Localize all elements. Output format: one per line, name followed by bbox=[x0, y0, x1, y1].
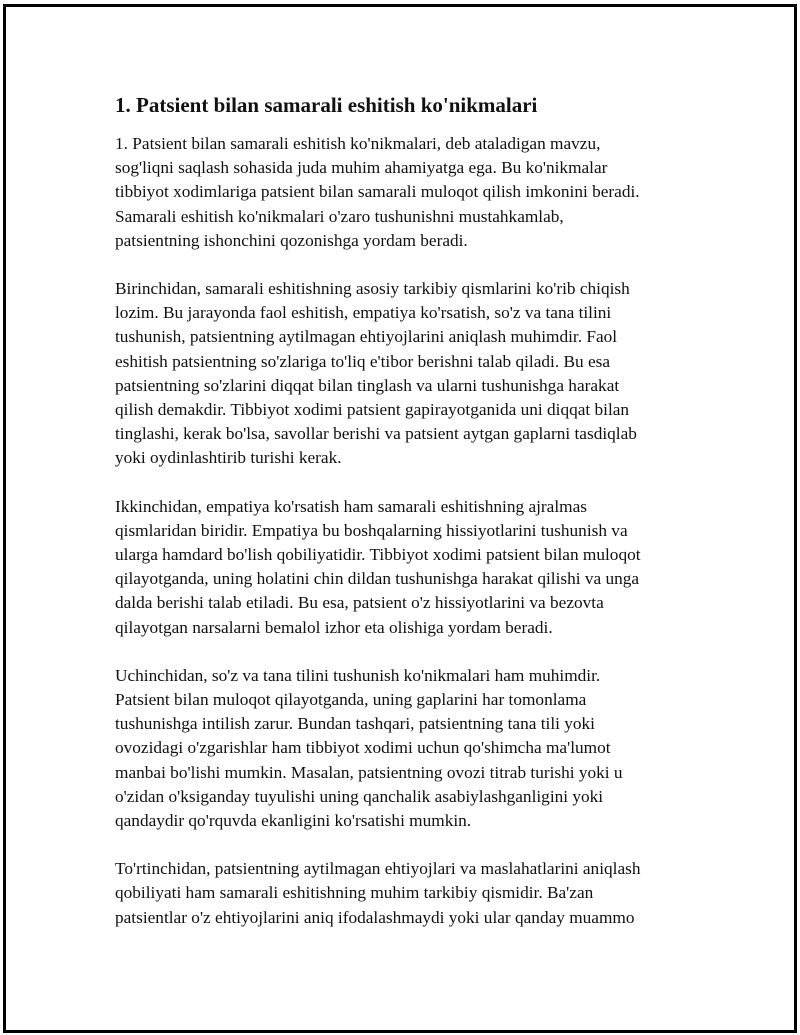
text-line: patsientning so'zlarini diqqat bilan tinglash va ularni tushunishga harakat bbox=[115, 375, 620, 395]
paragraph-second bbox=[115, 495, 675, 640]
text-line: ularga hamdard bo'lish qobiliyatidir. Tibbiyot xodimi patsient bilan muloqot bbox=[115, 545, 641, 565]
text-line: dalda berishi talab etiladi. Bu esa, patsient o'z hissiyotlarini va bezovta bbox=[115, 593, 604, 613]
text-line: tibbiyot xodimlariga patsient bilan samarali muloqot qilish imkonini beradi. bbox=[115, 182, 640, 202]
text-line: Patsient bilan muloqot qilayotganda, uning gaplarini har tomonlama bbox=[115, 690, 587, 710]
text-line: yoki oydinlashtirib turishi kerak. bbox=[115, 448, 342, 468]
text-line: o'zidan o'ksiganday tuyulishi uning qanchalik asabiylashganligini yoki bbox=[115, 786, 604, 806]
text-line: qilayotgan narsalarni bemalol izhor eta olishiga yordam beradi. bbox=[115, 617, 553, 637]
text-line: patsientning ishonchini qozonishga yordam beradi. bbox=[115, 230, 468, 250]
text-line: qilayotganda, uning holatini chin dildan tushunishga harakat qilishi va unga bbox=[115, 569, 640, 589]
document-title: 1. Patsient bilan samarali eshitish ko'nikmalari bbox=[115, 93, 538, 117]
text-line: qandaydir qo'rquvda ekanligini ko'rsatishi mumkin. bbox=[115, 811, 472, 831]
text-line: To'rtinchidan, patsientning aytilmagan ehtiyojlari va maslahatlarini aniqlash bbox=[115, 859, 641, 879]
text-line: qismlaridan biridir. Empatiya bu boshqalarning hissiyotlarini tushunish va bbox=[115, 520, 628, 540]
paragraph-third bbox=[115, 664, 675, 833]
text-line: Birinchidan, samarali eshitishning asosiy tarkibiy qismlarini ko'rib chiqish bbox=[115, 279, 630, 299]
text-line: tushunishga intilish zarur. Bundan tashqari, patsientning tana tili yoki bbox=[115, 714, 595, 734]
text-line: ovozidagi o'zgarishlar ham tibbiyot xodimi uchun qo'shimcha ma'lumot bbox=[115, 738, 611, 758]
text-line: qilish demakdir. Tibbiyot xodimi patsient gapirayotganida uni diqqat bilan bbox=[115, 400, 630, 420]
text-line: qobiliyati ham samarali eshitishning muhim tarkibiy qismidir. Ba'zan bbox=[115, 883, 594, 903]
paragraph-intro bbox=[115, 132, 675, 253]
text-line: Ikkinchidan, empatiya ko'rsatish ham samarali eshitishning ajralmas bbox=[115, 496, 587, 516]
text-line: Uchinchidan, so'z va tana tilini tushunish ko'nikmalari ham muhimdir. bbox=[115, 665, 601, 685]
text-line: manbai bo'lishi mumkin. Masalan, patsientning ovozi titrab turishi yoki u bbox=[115, 762, 623, 782]
text-line: patsientlar o'z ehtiyojlarini aniq ifodalashmaydi yoki ular qanday muammo bbox=[115, 907, 635, 927]
text-line: Samarali eshitish ko'nikmalari o'zaro tushunishni mustahkamlab, bbox=[115, 206, 564, 226]
text-line: eshitish patsientning so'zlariga to'liq e'tibor berishni talab qiladi. Bu esa bbox=[115, 351, 611, 371]
paragraph-fourth bbox=[115, 857, 675, 930]
text-line: lozim. Bu jarayonda faol eshitish, empatiya ko'rsatish, so'z va tana tilini bbox=[115, 303, 612, 323]
paragraph-first bbox=[115, 277, 675, 471]
text-line: 1. Patsient bilan samarali eshitish ko'nikmalari, deb ataladigan mavzu, bbox=[115, 134, 601, 153]
document-body bbox=[115, 92, 675, 954]
text-line: sog'liqni saqlash sohasida juda muhim ahamiyatga ega. Bu ko'nikmalar bbox=[115, 158, 608, 178]
text-line: tinglashi, kerak bo'lsa, savollar berishi va patsient aytgan gaplarni tasdiqlab bbox=[115, 424, 637, 444]
text-line: tushunish, patsientning aytilmagan ehtiyojlarini aniqlash muhimdir. Faol bbox=[115, 327, 618, 347]
